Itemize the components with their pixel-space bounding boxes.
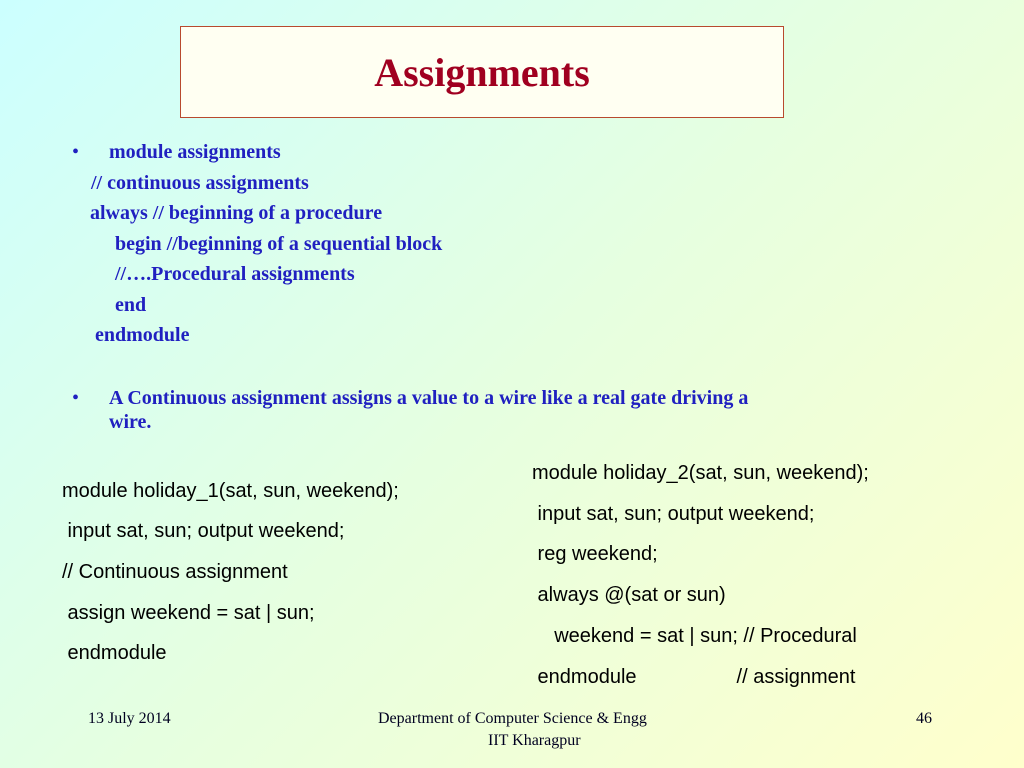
code-right-line-4: always @(sat or sun) [532,584,726,606]
footer-department: Department of Computer Science & Engg [378,710,647,727]
bullet1-line-1: module assignments [109,141,281,163]
code-left-line-5: endmodule [62,642,167,664]
bullet1-line-6: end [115,294,147,316]
code-right-line-2: input sat, sun; output weekend; [532,503,815,525]
footer-date: 13 July 2014 [88,710,171,727]
bullet1-line-2: // continuous assignments [91,172,309,194]
bullet1-line-5: //….Procedural assignments [115,263,355,285]
code-right-line-5: weekend = sat | sun; // Procedural [532,625,857,647]
code-left-line-4: assign weekend = sat | sun; [62,602,315,624]
bullet-marker-2: • [72,387,80,409]
bullet2-line-2: wire. [109,411,152,433]
code-left-line-1: module holiday_1(sat, sun, weekend); [62,480,399,502]
slide-title: Assignments [374,49,590,95]
footer-page-number: 46 [916,710,932,727]
code-left-line-2: input sat, sun; output weekend; [62,520,345,542]
bullet1-line-7: endmodule [95,324,190,346]
bullet1-line-3: always // beginning of a procedure [90,202,383,224]
bullet1-line-4: begin //beginning of a sequential block [115,233,443,255]
code-left-line-3: // Continuous assignment [62,561,288,583]
code-right-line-6: endmodule // assignment [532,666,856,688]
code-right-line-1: module holiday_2(sat, sun, weekend); [532,462,869,484]
code-right-line-3: reg weekend; [532,543,658,565]
footer-institute: IIT Kharagpur [488,732,581,749]
bullet2-line-1: A Continuous assignment assigns a value to a wire like a real gate driving a [109,387,749,409]
bullet-marker-1: • [72,141,80,163]
